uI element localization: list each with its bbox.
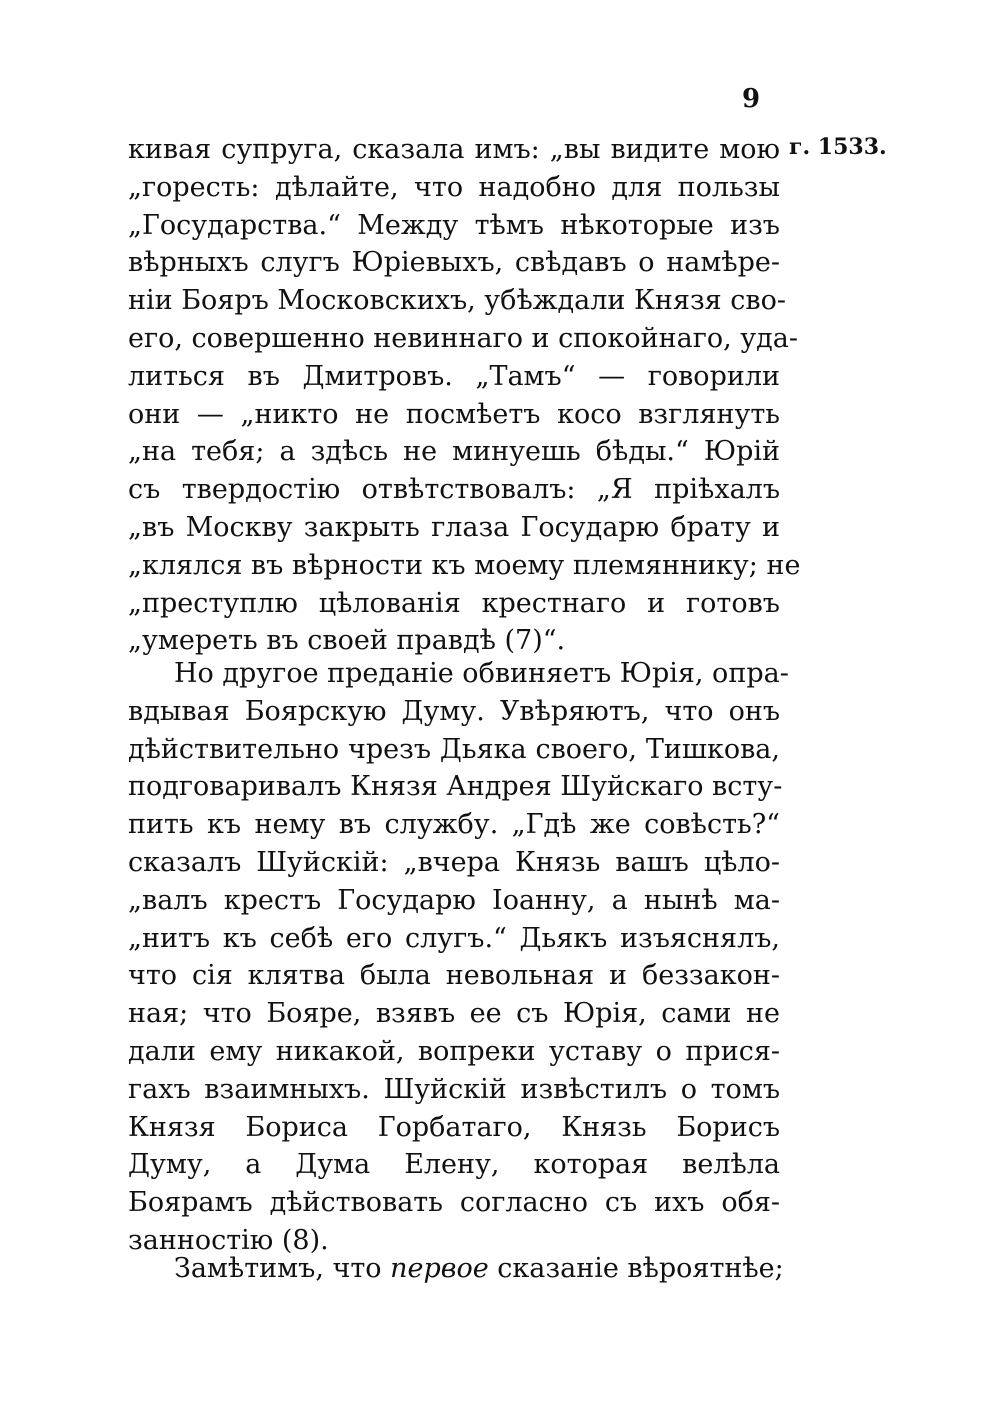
text-line: „нитъ къ себѣ его слугъ.“ Дьякъ изъяснялъ, <box>128 922 780 954</box>
text-line: вѣрныхъ слугъ Юріевыхъ, свѣдавъ о намѣре- <box>128 247 780 279</box>
text-line: „клялся въ вѣрности къ моему племяннику; не <box>128 549 801 581</box>
text-line <box>128 1250 784 1288</box>
text-line: занностію (8). <box>128 1224 329 1256</box>
text-line: Но другое преданіе обвиняетъ Юрія, опра- <box>174 658 789 689</box>
page-number: 9 <box>742 84 762 114</box>
text-line: „преступлю цѣлованія крестнаго и готовъ <box>128 587 780 619</box>
text-line: „на тебя; а здѣсь не минуешь бѣды.“ Юрій <box>128 436 780 468</box>
paragraph-3 <box>128 1250 784 1288</box>
text-line: вдывая Боярскую Думу. Увѣряютъ, что онъ <box>128 695 780 727</box>
text-line: дѣйствительно чрезъ Дьяка своего, Тишкова, <box>128 733 780 765</box>
text-line: ная; что Бояре, взявъ ее съ Юрія, сами не <box>128 998 780 1030</box>
text-line: „горесть: дѣлайте, что надобно для пользы <box>128 171 780 203</box>
text-line: подговаривалъ Князя Андрея Шуйскаго всту- <box>128 771 783 803</box>
text-line: Думу, а Дума Елену, которая велѣла <box>128 1149 780 1181</box>
text-line: съ твердостію отвѣтствовалъ: „Я пріѣхалъ <box>128 474 780 506</box>
text-line: его, совершенно невиннаго и спокойнаго, уда- <box>128 322 799 354</box>
margin-date-note: г. 1533. <box>789 134 887 160</box>
text-line: сказалъ Шуйскій: „вчера Князь вашъ цѣло- <box>128 846 780 878</box>
text-line: „Государства.“ Между тѣмъ нѣкоторые изъ <box>128 209 780 241</box>
paragraph-2 <box>128 655 789 1260</box>
text-line: Князя Бориса Горбатаго, Князь Борисъ <box>128 1111 780 1143</box>
text-segment: Замѣтимъ, что <box>174 1253 391 1284</box>
text-line: гахъ взаимныхъ. Шуйскій извѣстилъ о томъ <box>128 1073 780 1105</box>
paragraph-1 <box>128 131 801 660</box>
text-line: Боярамъ дѣйствовать согласно съ ихъ обя- <box>128 1187 780 1219</box>
text-line: дали ему никакой, вопреки уставу о прися- <box>128 1035 780 1067</box>
text-line: „въ Москву закрыть глаза Государю брату и <box>128 511 780 543</box>
text-line: что сія клятва была невольная и беззакон- <box>128 960 780 992</box>
text-segment: сказаніе вѣроятнѣе; <box>488 1253 784 1284</box>
text-line: „валъ крестъ Государю Іоанну, а нынѣ ма- <box>128 884 780 916</box>
text-line: пить къ нему въ службу. „Гдѣ же совѣсть?“ <box>128 809 780 841</box>
text-line: „умереть въ своей правдѣ (7)“. <box>128 625 566 657</box>
text-line: кивая супруга, сказала имъ: „вы видите мою <box>128 134 780 165</box>
text-line: литься въ Дмитровъ. „Тамъ“ — говорили <box>128 360 780 392</box>
text-line: ніи Бояръ Московскихъ, убѣждали Князя сво- <box>128 285 786 317</box>
text-line: они — „никто не посмѣетъ косо взглянуть <box>128 398 780 430</box>
italic-word: первое <box>390 1253 489 1284</box>
